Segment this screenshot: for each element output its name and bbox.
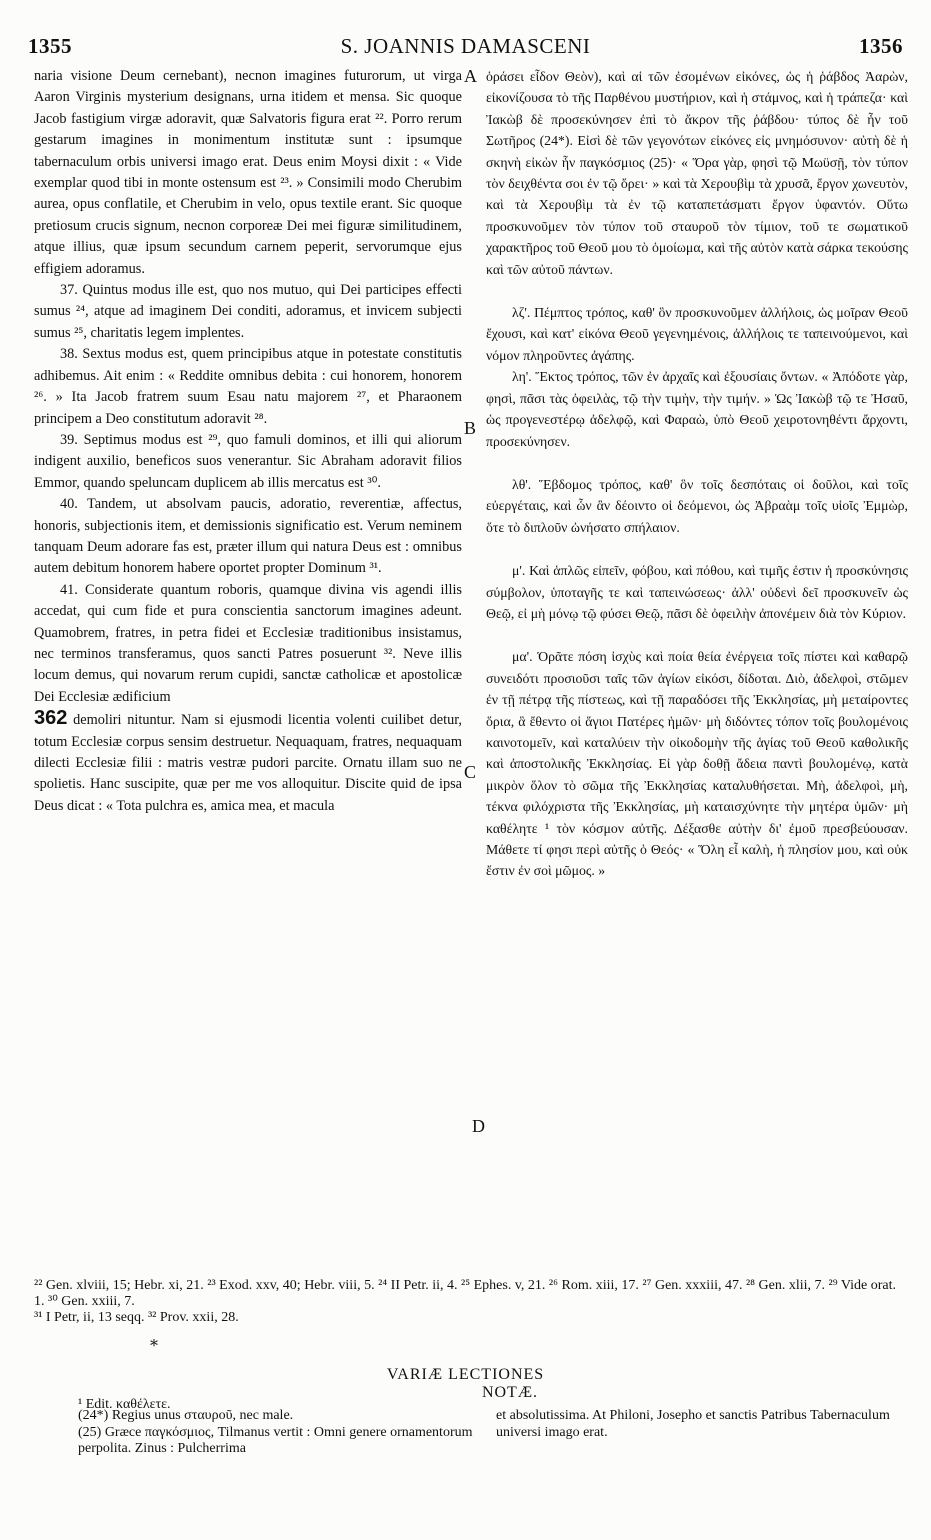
running-title: S. JOANNIS DAMASCENI <box>340 34 591 58</box>
latin-paragraph-39: 39. Septimus modus est ²⁹, quo famuli dominos, et illi qui aliorum indigent auxilio, beneficos suos venerantur. Sic Abraham adoravit filios Emmor, quando speluncam duplicem ab illis mercatus est ³⁰. <box>34 431 462 491</box>
latin-column <box>34 66 462 817</box>
running-header <box>28 34 903 64</box>
greek-paragraph-39: λθ'. Ἕβδομος τρόπος, καθ' ὃν τοῖς δεσπόταις οἱ δοῦλοι, καὶ τοῖς εὐεργέταις, καὶ ὧν ἂν δέοιντο οἱ δεόμενοι, ὡς Ἀβραὰμ τοῖς υἱοῖς Ἐμμὼρ, ὅτε τὸ διπλοῦν ὠνήσατο σπήλαιον. <box>486 476 908 535</box>
latin-paragraph-38: 38. Sextus modus est, quem principibus atque in potestate constitutis adhibemus. Ait enim : « Reddite omnibus debita : cui honorem, honorem ²⁶. » Ita Jacob fratrem suum Esau natu majorem ²⁷, et Pharaonem principem a Deo constitutum adoravit ²⁸. <box>34 346 462 427</box>
latin-paragraph-37: 37. Quintus modus ille est, quo nos mutuo, qui Dei participes effecti sumus ²⁴, atque ad imaginem Dei conditi, adoramus, et invicem subjecti sumus ²⁵, charitatis legem implentes. <box>34 282 462 341</box>
notes-right-column <box>496 1408 908 1441</box>
latin-paragraph-41: 41. Considerate quantum roboris, quamque divina vis agendi illis accedat, qui cum fide et pura conscientia sanctorum imagines adeunt. Quamobrem, fratres, in petra fidei et Ecclesiæ traditionibus insistamus, nec terminos transferamus, quos sancti Patres posuerunt ³². Neve illis locum demus, qui novarum rerum cupidi, sanctæ catholicæ et apostolicæ Dei Ecclesiæ ædificium <box>34 581 462 705</box>
latin-paragraph-40: 40. Tandem, ut absolvam paucis, adoratio, reverentiæ, affectus, honoris, subjectionis item, et demissionis significatio est. Verum neminem tanquam Deum adorare fas est, præter illum qui natura Deus est : omnibus autem debitum honorem habere oportet propter Dominum ³¹. <box>34 496 462 577</box>
variae-lectiones-heading: VARIÆ LECTIONES <box>386 1366 545 1383</box>
left-page-number: 1355 <box>28 34 72 58</box>
latin-paragraph-41-continued <box>34 708 462 817</box>
notes-left-column <box>78 1408 488 1458</box>
latin-paragraph-36: naria visione Deum cernebant), necnon imagines futurorum, ut virga Aaron Virginis mysterium designans, urna itidem et mensa. Sic quoque Jacob fastigium virgæ adoravit, quæ Salvatoris figura erat ²². Porro rerum gestarum imagines in monimentum institutæ sunt : ipsumque tabernaculum orbis universi imago erat. Deus enim Moysi dixit : « Vide exemplar quod tibi in monte ostensum est ²³. » Consimili modo Cherubim aurea, opus conflatile, et Cherubim in velo, opus textile erant. Sic quoque pretiosum crucis signum, necnon corporeæ Dei mei figuræ similitudinem, atque illius, quæ ipsum secundum carnem peperit, servorumque ejus effigiem adoramus. <box>34 68 462 277</box>
variae-lectiones-entry: ¹ Edit. καθέλετε. <box>78 1397 171 1412</box>
paragraph-gap <box>486 624 908 646</box>
latin-paragraph-41-text: demoliri nituntur. Nam si ejusmodi licentia volenti cuilibet detur, totum Ecclesiæ corpus sensim destruetur. Nequaquam, fratres, nequaquam dilecti Ecclesiæ filii : matris vestræ pudori parcite. Ornatu illam suo ne spolietis. Hanc suscipite, quæ per me vos alloquitur. Discite quid de ipsa Deus dicat : « Tota pulchra es, amica mea, et macula <box>34 712 463 814</box>
paragraph-gap <box>486 538 908 560</box>
asterisk-mark: * <box>150 1336 158 1355</box>
greek-paragraph-41: μα'. Ὁρᾶτε πόση ἰσχὺς καὶ ποία θεία ἐνέργεια τοῖς πίστει καὶ καθαρῷ συνειδότι προσιοῦσι ταῖς τῶν ἁγίων εἰκόσι, δίδοται. Διὸ, ἀδελφοὶ, στῶμεν ἐν τῇ πέτρᾳ τῆς πίστεως, καὶ τῇ παραδόσει τῆς Ἐκκλησίας, μὴ μεταίροντες ὅρια, ἃ ἔθεντο οἱ ἅγιοι Πατέρες ἡμῶν· μὴ διδόντες τόπον τοῖς βουλομένοις καινοτομεῖν, καὶ καταλύειν τὴν οἰκοδομὴν τῆς ἁγίας τοῦ Θεοῦ καθολικῆς καὶ ἀποστολικῆς Ἐκκλησίας. Εἰ γὰρ δοθῇ ἄδεια παντὶ βουλομένῳ, κατὰ μικρὸν ὅλον τὸ σῶμα τῆς Ἐκκλησίας καταλυθήσεται. Μὴ, ἀδελφοὶ, μὴ, τέκνα φιλόχριστα τῆς Ἐκκλησίας, μὴ καταισχύνητε τὴν μητέρα ὑμῶν· μὴ καθέλητε ¹ τὸν κόσμον αὐτῆς. Δέξασθε αὐτὴν δι' ἐμοῦ πρεσβεύουσαν. Μάθετε τί φησι περὶ αὐτῆς ὁ Θεός· « Ὅλη εἶ καλὴ, ἡ πλησίον μου, καὶ οὐκ ἔστιν ἐν σοὶ μῶμος. » <box>486 649 908 879</box>
greek-paragraph-37: λζ'. Πέμπτος τρόπος, καθ' ὃν προσκυνοῦμεν ἀλλήλοις, ὡς μοῖραν Θεοῦ ἔχουσι, καὶ κατ' εἰκόνα Θεοῦ γεγενημένοις, ἀλλήλοις τε ταπεινούμενοι, καὶ νόμον πληροῦντες ἀγάπης. <box>486 305 908 363</box>
paragraph-gap <box>486 280 908 302</box>
right-page-number: 1356 <box>859 34 903 58</box>
margin-letter-b: B <box>464 418 477 438</box>
note-25-continued: et absolutissima. At Philoni, Josepho et sanctis Patribus Tabernaculum universi imago erat. <box>496 1408 890 1440</box>
margin-letter-c: C <box>464 762 477 782</box>
paragraph-gap <box>486 452 908 474</box>
notae-heading: NOTÆ. <box>481 1384 539 1401</box>
greek-paragraph-40: μ'. Καὶ ἁπλῶς εἰπεῖν, φόβου, καὶ πόθου, καὶ τιμῆς ἐστιν ἡ προσκύνησις σύμβολον, ὑποταγῆς τε καὶ ταπεινώσεως· ἀλλ' οὐδενὶ δεῖ προσκυνεῖν ὡς Θεῷ, εἰ μὴ μόνῳ τῷ φύσει Θεῷ, πᾶσι δὲ ὀφειλὴν ἀπονέμειν διὰ τὸν Κύριον. <box>486 563 908 621</box>
footnote-line: ²² Gen. xlviii, 15; Hebr. xi, 21. ²³ Exod. xxv, 40; Hebr. viii, 5. ²⁴ II Petr. ii, 4. ²⁵ Ephes. v, 21. ²⁶ Rom. xiii, 17. ²⁷ Gen. xxxiii, 47. ²⁸ Gen. xlii, 7. ²⁹ Vide orat. 1. ³⁰ Gen. xxiii, 7. <box>34 1278 897 1309</box>
greek-paragraph-36: ὁράσει εἶδον Θεὸν), καὶ αἱ τῶν ἐσομένων εἰκόνες, ὡς ἡ ῥάβδος Ἀαρὼν, εἰκονίζουσα τὸ τῆς Παρθένου μυστήριον, καὶ ἡ στάμνος, καὶ ἡ τράπεζα· καὶ Ἰακὼβ δὲ προσεκύνησεν ἐπὶ τὸ ἄκρον τῆς ῥάβδου· τύπος δὲ ἦν τοῦ Σωτῆρος (24*). Εἰσὶ δὲ τῶν γεγονότων εἰκόνες εἰς μνημόσυνον· αὐτὴ δὲ ἡ σκηνὴ εἰκὼν ἦν παγκόσμιος (25)· « Ὅρα γὰρ, φησὶ τῷ Μωϋσῇ, τὸν τύπον τὸν δειχθέντα σοι ἐν τῷ ὄρει· » καὶ τὰ Χερουβὶμ τὰ χρυσᾶ, ἔργον χωνευτὸν, καὶ τὰ Χερουβὶμ τὰ ἐν τῷ καταπετάσματι ἔργον ὑφαντόν. Οὕτω προσκυνοῦμεν τὸν τύπον τοῦ σταυροῦ τὸν τίμιον, τοῦ τε σωματικοῦ χαρακτῆρος τοῦ Θεοῦ μου τὸ ὁμοίωμα, καὶ τῆς αὐτὸν κατὰ σάρκα τεκούσης καὶ τῶν αὐτοῦ πάντων. <box>486 69 908 277</box>
greek-column <box>486 66 908 882</box>
greek-paragraph-38: λη'. Ἕκτος τρόπος, τῶν ἐν ἀρχαῖς καὶ ἐξουσίαις ὄντων. « Ἀπόδοτε γὰρ, φησὶ, πᾶσι τὰς ὀφειλὰς, τῷ τὴν τιμὴν, τὴν τιμήν. » Ὡς Ἰακὼβ τῷ τε Ἠσαῦ, ὡς προγενεστέρῳ ἀδελφῷ, καὶ Φαραὼ, ὑπὸ Θεοῦ χειροτονηθέντι ἄρχοντι, προσεκύνησεν. <box>486 369 908 449</box>
margin-letter-a: A <box>464 66 477 86</box>
note-25: (25) Græce παγκόσμιος, Tilmanus vertit : Omni genere ornamentorum perpolita. Zinus : Pulcherrima <box>78 1424 473 1456</box>
note-24: (24*) Regius unus σταυροῦ, nec male. <box>78 1408 294 1423</box>
migne-column-number: 362 <box>34 707 68 730</box>
footnote-line: ³¹ I Petr, ii, 13 seqq. ³² Prov. xxii, 28. <box>34 1310 239 1325</box>
scripture-footnotes <box>34 1278 903 1326</box>
margin-letter-d: D <box>472 1116 485 1136</box>
